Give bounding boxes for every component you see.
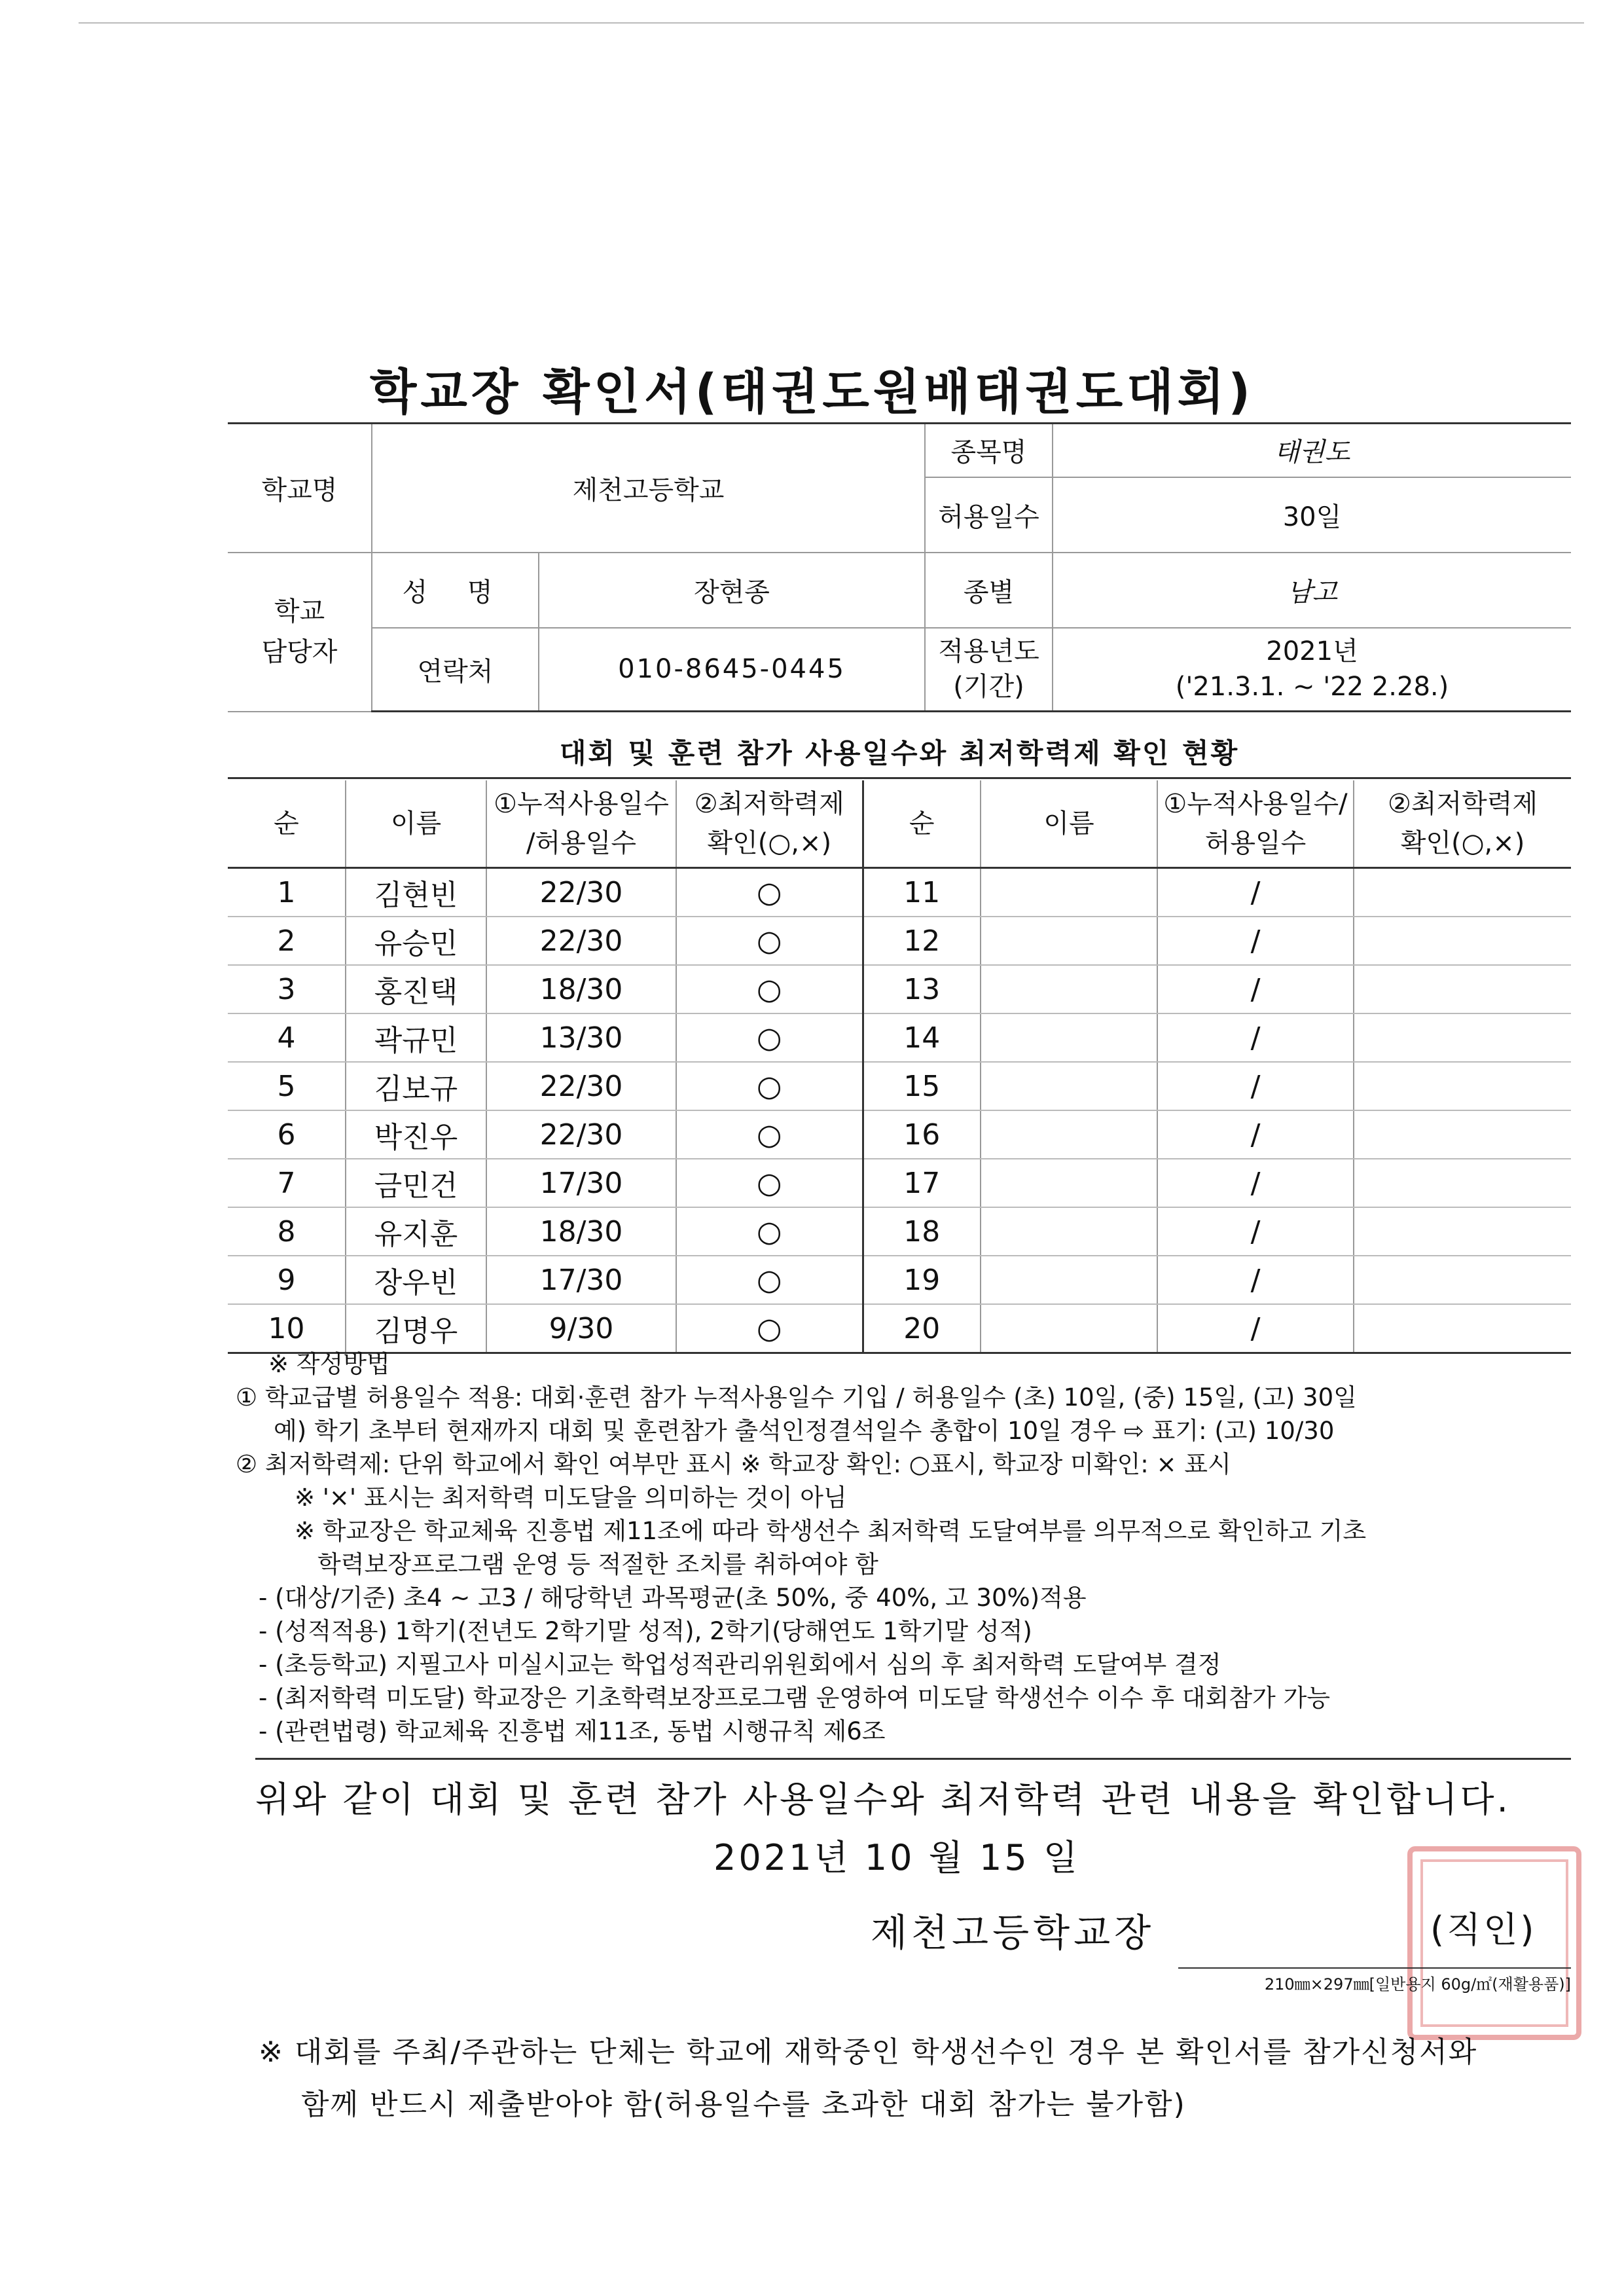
notice-line: ※ 대회를 주최/주관하는 단체는 학교에 재학중인 학생선수인 경우 본 확인서를 참가신청서와 xyxy=(259,2035,1478,2069)
row-days-2: / xyxy=(1157,1110,1354,1159)
row-no-2: 12 xyxy=(863,917,981,965)
table-row xyxy=(228,965,1571,1013)
note-line: 학력보장프로그램 운영 등 적절한 조치를 취하여야 함 xyxy=(317,1550,878,1578)
row-no: 3 xyxy=(228,965,346,1013)
row-no: 10 xyxy=(228,1304,346,1353)
paper-spec: 210㎜×297㎜[일반용지 60g/㎡(재활용품)] xyxy=(1178,1967,1571,1994)
principal-signature: 제천고등학교장 xyxy=(871,1910,1155,1955)
contact-value: 010-8645-0445 xyxy=(539,628,925,712)
table-row xyxy=(228,868,1571,917)
row-name: 장우빈 xyxy=(346,1256,486,1304)
row-check: ○ xyxy=(676,917,863,965)
table-row xyxy=(228,1159,1571,1207)
note-line: 예) 학기 초부터 현재까지 대회 및 훈련참가 출석인정결석일수 총합이 10일 경우 ⇨ 표기: (고) 10/30 xyxy=(274,1417,1335,1445)
note-line: ② 최저학력제: 단위 학교에서 확인 여부만 표시 ※ 학교장 확인: ○표시, 학교장 미확인: × 표시 xyxy=(236,1450,1231,1478)
row-days-2: / xyxy=(1157,1207,1354,1256)
table-row xyxy=(228,1207,1571,1256)
row-days: 22/30 xyxy=(486,917,676,965)
contact-label: 연락처 xyxy=(372,628,539,712)
category-value: 남고 xyxy=(1053,553,1571,628)
row-check: ○ xyxy=(676,965,863,1013)
name-label: 성 명 xyxy=(372,553,539,628)
row-name: 김현빈 xyxy=(346,868,486,917)
note-line: - (성적적용) 1학기(전년도 2학기말 성적), 2학기(당해연도 1학기말 성적) xyxy=(259,1617,1032,1645)
row-name: 곽규민 xyxy=(346,1013,486,1062)
note-line: - (대상/기준) 초4 ~ 고3 / 해당학년 과목평균(초 50%, 중 40%, 고 30%)적용 xyxy=(259,1584,1087,1612)
note-line: - (최저학력 미도달) 학교장은 기초학력보장프로그램 운영하여 미도달 학생선수 이수 후 대회참가 가능 xyxy=(259,1684,1331,1712)
row-name-2 xyxy=(981,1207,1157,1256)
row-name-2 xyxy=(981,1110,1157,1159)
row-name: 유승민 xyxy=(346,917,486,965)
header-check: ②최저학력제 확인(○,×) xyxy=(676,780,863,868)
top-scan-line xyxy=(79,22,1584,24)
info-table xyxy=(228,422,1571,712)
sport-label: 종목명 xyxy=(925,424,1053,477)
row-no: 9 xyxy=(228,1256,346,1304)
row-days-2: / xyxy=(1157,1062,1354,1110)
school-label: 학교명 xyxy=(228,424,372,553)
row-no: 1 xyxy=(228,868,346,917)
row-name-2 xyxy=(981,1256,1157,1304)
row-no: 6 xyxy=(228,1110,346,1159)
row-check-2 xyxy=(1354,1159,1571,1207)
row-check-2 xyxy=(1354,917,1571,965)
row-no: 2 xyxy=(228,917,346,965)
row-no-2: 14 xyxy=(863,1013,981,1062)
row-days: 13/30 xyxy=(486,1013,676,1062)
row-no-2: 18 xyxy=(863,1207,981,1256)
note-line: ① 학교급별 허용일수 적용: 대회·훈련 참가 누적사용일수 기입 / 허용일수 (초) 10일, (중) 15일, (고) 30일 xyxy=(236,1383,1357,1412)
table-row xyxy=(228,1304,1571,1353)
header-no-2: 순 xyxy=(863,780,981,868)
table-row xyxy=(228,1062,1571,1110)
row-check-2 xyxy=(1354,1207,1571,1256)
row-name-2 xyxy=(981,1062,1157,1110)
row-days-2: / xyxy=(1157,917,1354,965)
page-title: 학교장 확인서(태권도원배태권도대회) xyxy=(369,364,1255,420)
row-no: 8 xyxy=(228,1207,346,1256)
row-no-2: 16 xyxy=(863,1110,981,1159)
row-check: ○ xyxy=(676,1304,863,1353)
row-check: ○ xyxy=(676,1062,863,1110)
year-value: 2021년 ('21.3.1. ~ '22 2.28.) xyxy=(1053,628,1571,712)
header-no: 순 xyxy=(228,780,346,868)
row-days-2: / xyxy=(1157,965,1354,1013)
header-days-2: ①누적사용일수/ 허용일수 xyxy=(1157,780,1354,868)
note-line: - (초등학교) 지필고사 미실시교는 학업성적관리위원회에서 심의 후 최저학력 도달여부 결정 xyxy=(259,1650,1221,1679)
row-name: 김보규 xyxy=(346,1062,486,1110)
row-no-2: 11 xyxy=(863,868,981,917)
note-line: ※ 작성방법 xyxy=(268,1350,390,1378)
manager-label: 학교 담당자 xyxy=(228,553,372,712)
row-name-2 xyxy=(981,1013,1157,1062)
row-days-2: / xyxy=(1157,1013,1354,1062)
row-days: 18/30 xyxy=(486,1207,676,1256)
row-check-2 xyxy=(1354,1256,1571,1304)
row-days: 22/30 xyxy=(486,1110,676,1159)
row-days: 9/30 xyxy=(486,1304,676,1353)
allowed-days-value: 30일 xyxy=(1053,477,1571,553)
row-no-2: 17 xyxy=(863,1159,981,1207)
row-name: 홍진택 xyxy=(346,965,486,1013)
row-name: 유지훈 xyxy=(346,1207,486,1256)
row-check: ○ xyxy=(676,1013,863,1062)
row-no-2: 13 xyxy=(863,965,981,1013)
row-days-2: / xyxy=(1157,868,1354,917)
row-days-2: / xyxy=(1157,1256,1354,1304)
athlete-list-table xyxy=(228,780,1571,1354)
row-days-2: / xyxy=(1157,1304,1354,1353)
row-days-2: / xyxy=(1157,1159,1354,1207)
seal-label: (직인) xyxy=(1430,1909,1537,1950)
row-no-2: 15 xyxy=(863,1062,981,1110)
row-name-2 xyxy=(981,1159,1157,1207)
name-value: 장현종 xyxy=(539,553,925,628)
notice-line: 함께 반드시 제출받아야 함(허용일수를 초과한 대회 참가는 불가함) xyxy=(301,2088,1186,2121)
table-row xyxy=(228,1013,1571,1062)
row-check-2 xyxy=(1354,965,1571,1013)
row-check-2 xyxy=(1354,1304,1571,1353)
row-no-2: 20 xyxy=(863,1304,981,1353)
header-days: ①누적사용일수 /허용일수 xyxy=(486,780,676,868)
category-label: 종별 xyxy=(925,553,1053,628)
header-check-2: ②최저학력제 확인(○,×) xyxy=(1354,780,1571,868)
school-value: 제천고등학교 xyxy=(372,424,925,553)
row-check-2 xyxy=(1354,1062,1571,1110)
row-no: 4 xyxy=(228,1013,346,1062)
row-name: 김명우 xyxy=(346,1304,486,1353)
row-days: 22/30 xyxy=(486,868,676,917)
row-check-2 xyxy=(1354,1110,1571,1159)
submission-notice xyxy=(259,2026,1477,2131)
note-line: ※ '×' 표시는 최저학력 미도달을 의미하는 것이 아님 xyxy=(295,1484,847,1512)
confirmation-statement: 위와 같이 대회 및 훈련 참가 사용일수와 최저학력 관련 내용을 확인합니다. xyxy=(255,1758,1571,1822)
row-days: 22/30 xyxy=(486,1062,676,1110)
row-name-2 xyxy=(981,917,1157,965)
row-name-2 xyxy=(981,868,1157,917)
row-no: 5 xyxy=(228,1062,346,1110)
row-name-2 xyxy=(981,965,1157,1013)
table-row xyxy=(228,917,1571,965)
row-days: 17/30 xyxy=(486,1159,676,1207)
writing-instructions xyxy=(236,1347,1584,1748)
row-check: ○ xyxy=(676,1207,863,1256)
note-line: - (관련법령) 학교체육 진흥법 제11조, 동법 시행규칙 제6조 xyxy=(259,1717,886,1745)
note-line: ※ 학교장은 학교체육 진흥법 제11조에 따라 학생선수 최저학력 도달여부를 의무적으로 확인하고 기초 xyxy=(295,1517,1367,1545)
year-label: 적용년도 (기간) xyxy=(925,628,1053,712)
row-check: ○ xyxy=(676,1159,863,1207)
row-check: ○ xyxy=(676,1110,863,1159)
allowed-days-label: 허용일수 xyxy=(925,477,1053,553)
header-name: 이름 xyxy=(346,780,486,868)
row-name: 금민건 xyxy=(346,1159,486,1207)
table-row xyxy=(228,1256,1571,1304)
row-days: 18/30 xyxy=(486,965,676,1013)
row-check: ○ xyxy=(676,1256,863,1304)
row-check-2 xyxy=(1354,1013,1571,1062)
sport-value: 태권도 xyxy=(1053,424,1571,477)
row-check-2 xyxy=(1354,868,1571,917)
row-check: ○ xyxy=(676,868,863,917)
row-days: 17/30 xyxy=(486,1256,676,1304)
issue-date: 2021년 10 월 15 일 xyxy=(713,1837,1081,1878)
row-no: 7 xyxy=(228,1159,346,1207)
row-no-2: 19 xyxy=(863,1256,981,1304)
list-header-row xyxy=(228,780,1571,868)
row-name: 박진우 xyxy=(346,1110,486,1159)
table-row xyxy=(228,1110,1571,1159)
section-title: 대회 및 훈련 참가 사용일수와 최저학력제 확인 현황 xyxy=(228,730,1571,779)
row-name-2 xyxy=(981,1304,1157,1353)
header-name-2: 이름 xyxy=(981,780,1157,868)
